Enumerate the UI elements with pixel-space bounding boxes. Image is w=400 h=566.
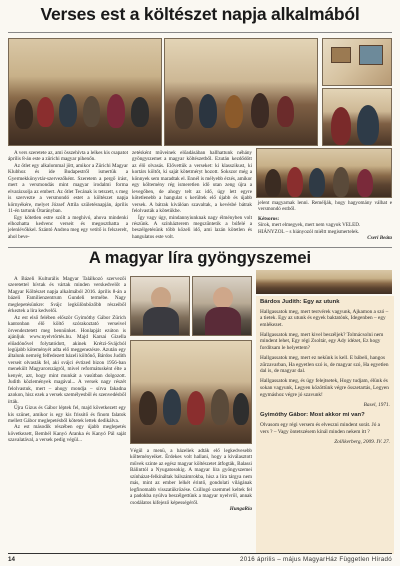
paragraph: Újra Gizus és Gábor léptek fel, majd következett egy kis szünet, amikor is egy kis frissítő és finom falatok mellett Gábor meglepetésből kötetek lettek dedikálva. — [8, 405, 126, 424]
poem-stanza: Hallgassatok meg, mert kivel beszéljek? Tolmácsolni nem mindent lehet, Egy régi Zsoltár, egy Ady idézet, Ez hogy fordítsam le helyettem? — [260, 331, 384, 352]
photo-wall-pictures — [322, 38, 392, 86]
poem-title: Bárdos Judith: Egy az utunk — [260, 299, 340, 305]
paragraph: Egy kötetlen estre szólt a meghívó, ahova mindenki elhozhatta kedvenc verseit és megoszthatta a jelenlévőkkel. Szántó Andrea meg egy vetítő is felszerelt, ahol beve- — [8, 214, 128, 240]
paragraph: Az est második részében egy újabb meglepetés következett, Bembél Kanyó Aranka és Kanyó Pál saját szavalatával, a versek pedig végül... — [8, 424, 126, 444]
article1-column-2 — [132, 150, 252, 242]
page-number: 14 — [8, 556, 15, 563]
paragraph: Így vagy úgy, mindannyiunknak nagy élményben volt részünk. A színházterem megszűntetik a búfelé a beszélgetésünk több közeli idő, ami lazán kötetlen és hangulatos este volt. — [132, 214, 252, 240]
poem-stanza: Olvasom egy régi versem és elveszni mindent sorát. Jó a vers ? – Vagy öntetszésem kínál minden nekem itt ? — [260, 421, 381, 435]
article-title: Verses est a költészet napja alkalmából — [40, 4, 360, 24]
poem-title: Gyimóthy Gábor: Most akkor mi van? — [260, 412, 365, 419]
paragraph: Az ötlet egy alkalommal jött, amikor a Zürichi Magyar Klubhoz és ide Budapestről ismertük a Gyermekkönyvtár-szervezőként. Szeretem a pergő írást, mert a versmondás mint magyar irodalmi forma elvarázsolja az embert. Az ötlet Tecának is tetszett, s meg is szervezte a versmondó estet a költészet napja környékére, melyet József Attila születésnapján, április 11-én tartunk Ötarányban. — [8, 162, 128, 215]
lower-column-1 — [8, 276, 126, 552]
poems — [260, 299, 390, 553]
poem-stanza: Hallgassatok meg, mert testvérek vagyunk, Ajkamon a szó – a tietek. Egy az utunk és egyek baktatónk, Idegenben – egy emlékezet. — [260, 308, 389, 328]
poem-line: HIÁNYZOL – s hiányozól miéltt megismertelek. — [258, 228, 360, 235]
paragraph: Az est első felében először Gyimóthy Gábor Zürich kantonban élő költő szórakoztató verseivel örvendeztetett meg bennünket. Honlapját ezúton is ajánljuk www.nyelvtörtés.hu. Majd Karsai Gizella előadónővel folytatódott, akinek Krétzi-Svájcból legújabb köteményét adta elő meggenezésre. Azután egy általunk nemrég felfedezett bázeli költőnő, Bárdos Judith verseit olvasták fel, aki svájci évtized bizon 1956-ban menekült Magyarországról, mivel reformátusként élte a kenyér, azt, hogy mint munkát a vasútban dolgozott. Judith közlemények magával... A versek nagy részét felolvastuk, mert – ahogy mondja – sírva fakadna azokon, hisz ezek a versek személyesből és szenvedésből írták. — [8, 314, 126, 405]
poem-source: Zollikerberg, 2009. IV. 27. — [334, 438, 390, 445]
poem-stanza: Hallgassatok meg, és úgy felejtsetek, Hogy tudjam, élünk és sokan vagyunk, Legyen közöttünk végre összetartás, Legyen egymáshoz végre jó szavunk! — [260, 378, 389, 398]
poem-stanza: Hallgassatok meg, mert ez nekünk is kell. E bábeli, hangos zűrzavarban, Ha egyetlen szó is, de magyar szó, Ha egyetlen dal is, de magyar dal. — [260, 355, 389, 375]
paragraph: A vers szeretete az, ami összehívta a lelkes kis csapatot április 8-án este a zürichi magyar pihenőn. — [8, 150, 128, 163]
photo-speaker-woman — [192, 276, 252, 336]
paragraph: jelent magyarnak lenni. Remélják, hogy hagyomány válhat e versmondó estből. — [258, 200, 392, 213]
photo-audience-3 — [256, 148, 392, 198]
photo-women-talking — [322, 88, 392, 146]
footer-rule — [8, 553, 392, 554]
article1-column-1 — [8, 150, 128, 242]
footer-publication: 2016 április – május MagyarHáz Független Híradó — [239, 556, 392, 563]
paragraph: zetésként műveinek előadásában hallhattunk néhány gyöngyszemet a magyar költészetből. Ezután kezdődött az élő olvasás. Elővettük a verseket: ki klasszikust, ki kortárs költőt, ki saját kötetméryt hozott. Sokszor még a könnyek sem maradtak el. Ennél is mélyebb érzés, amikor egy költemény rég ismeretlen idő utan zeng újra a levegőben, de ahogy telt az idő, úgy lett egyre kötetlenebb a hangulat s kerültek elő újabb és újabb versek. A bátrak kiválóan szavaltak, a kevésbé bátrak felolvasták a kötetükbe. — [132, 150, 252, 215]
paragraph: A Bázeli Kulturális Magyar Találkozó szervezői szeretettel hívtak és vártak minden verskedvelőt a Magyar Költészet napja alkalmából 2016. április 8-án a bázeli Familienzentrum Gundeli termébe. Nagy meglepetésünkre: Svájc legkülönbözőbb részeiből érkeztek a líra kedvelői. — [8, 276, 126, 315]
photo-audience-1 — [8, 38, 162, 146]
paragraph: Végül a menü, a bázeliek adták elő legkedvesebb költeményeiket. Érdekes volt hallani, hogy a kiválasztott művek szinte az egész magyar költészetet átfogták, Balassi Bálinttól a Nyugatosokig. A magyar líra gyöngyszemei színházat-felkínáltak bálszámrokba, hisz a líra tárgya nem más, mint az ember lelkét érintő, gondolati világának legfinomabb visszatükrözése. Csillogó szemmel keltek fel a padokba nyúlva beszélgettünk a magyar nyelvről, annak csodálatos kifejező képességéről. — [130, 448, 252, 506]
author-signature: HungaRia — [229, 506, 252, 513]
section-rule — [8, 247, 392, 248]
page-footer — [0, 553, 400, 566]
photo-strip — [256, 270, 392, 294]
poem-source: Basel, 1971. — [363, 401, 390, 408]
lower-column-2 — [130, 448, 252, 552]
photo-audience-2 — [164, 38, 318, 146]
section-title: A magyar líra gyöngyszemei — [88, 249, 312, 267]
article1-column-3 — [258, 200, 392, 244]
photo-audience-lower — [130, 340, 252, 444]
subheading: Kétsoros: — [258, 215, 280, 222]
title-rule — [8, 32, 392, 33]
poem-line: Sírok, mert elmegyek, mert nem vagyok VELED. — [258, 222, 361, 229]
photo-speaker-man — [130, 276, 190, 336]
author-signature: Cseri Beáta — [367, 235, 392, 242]
